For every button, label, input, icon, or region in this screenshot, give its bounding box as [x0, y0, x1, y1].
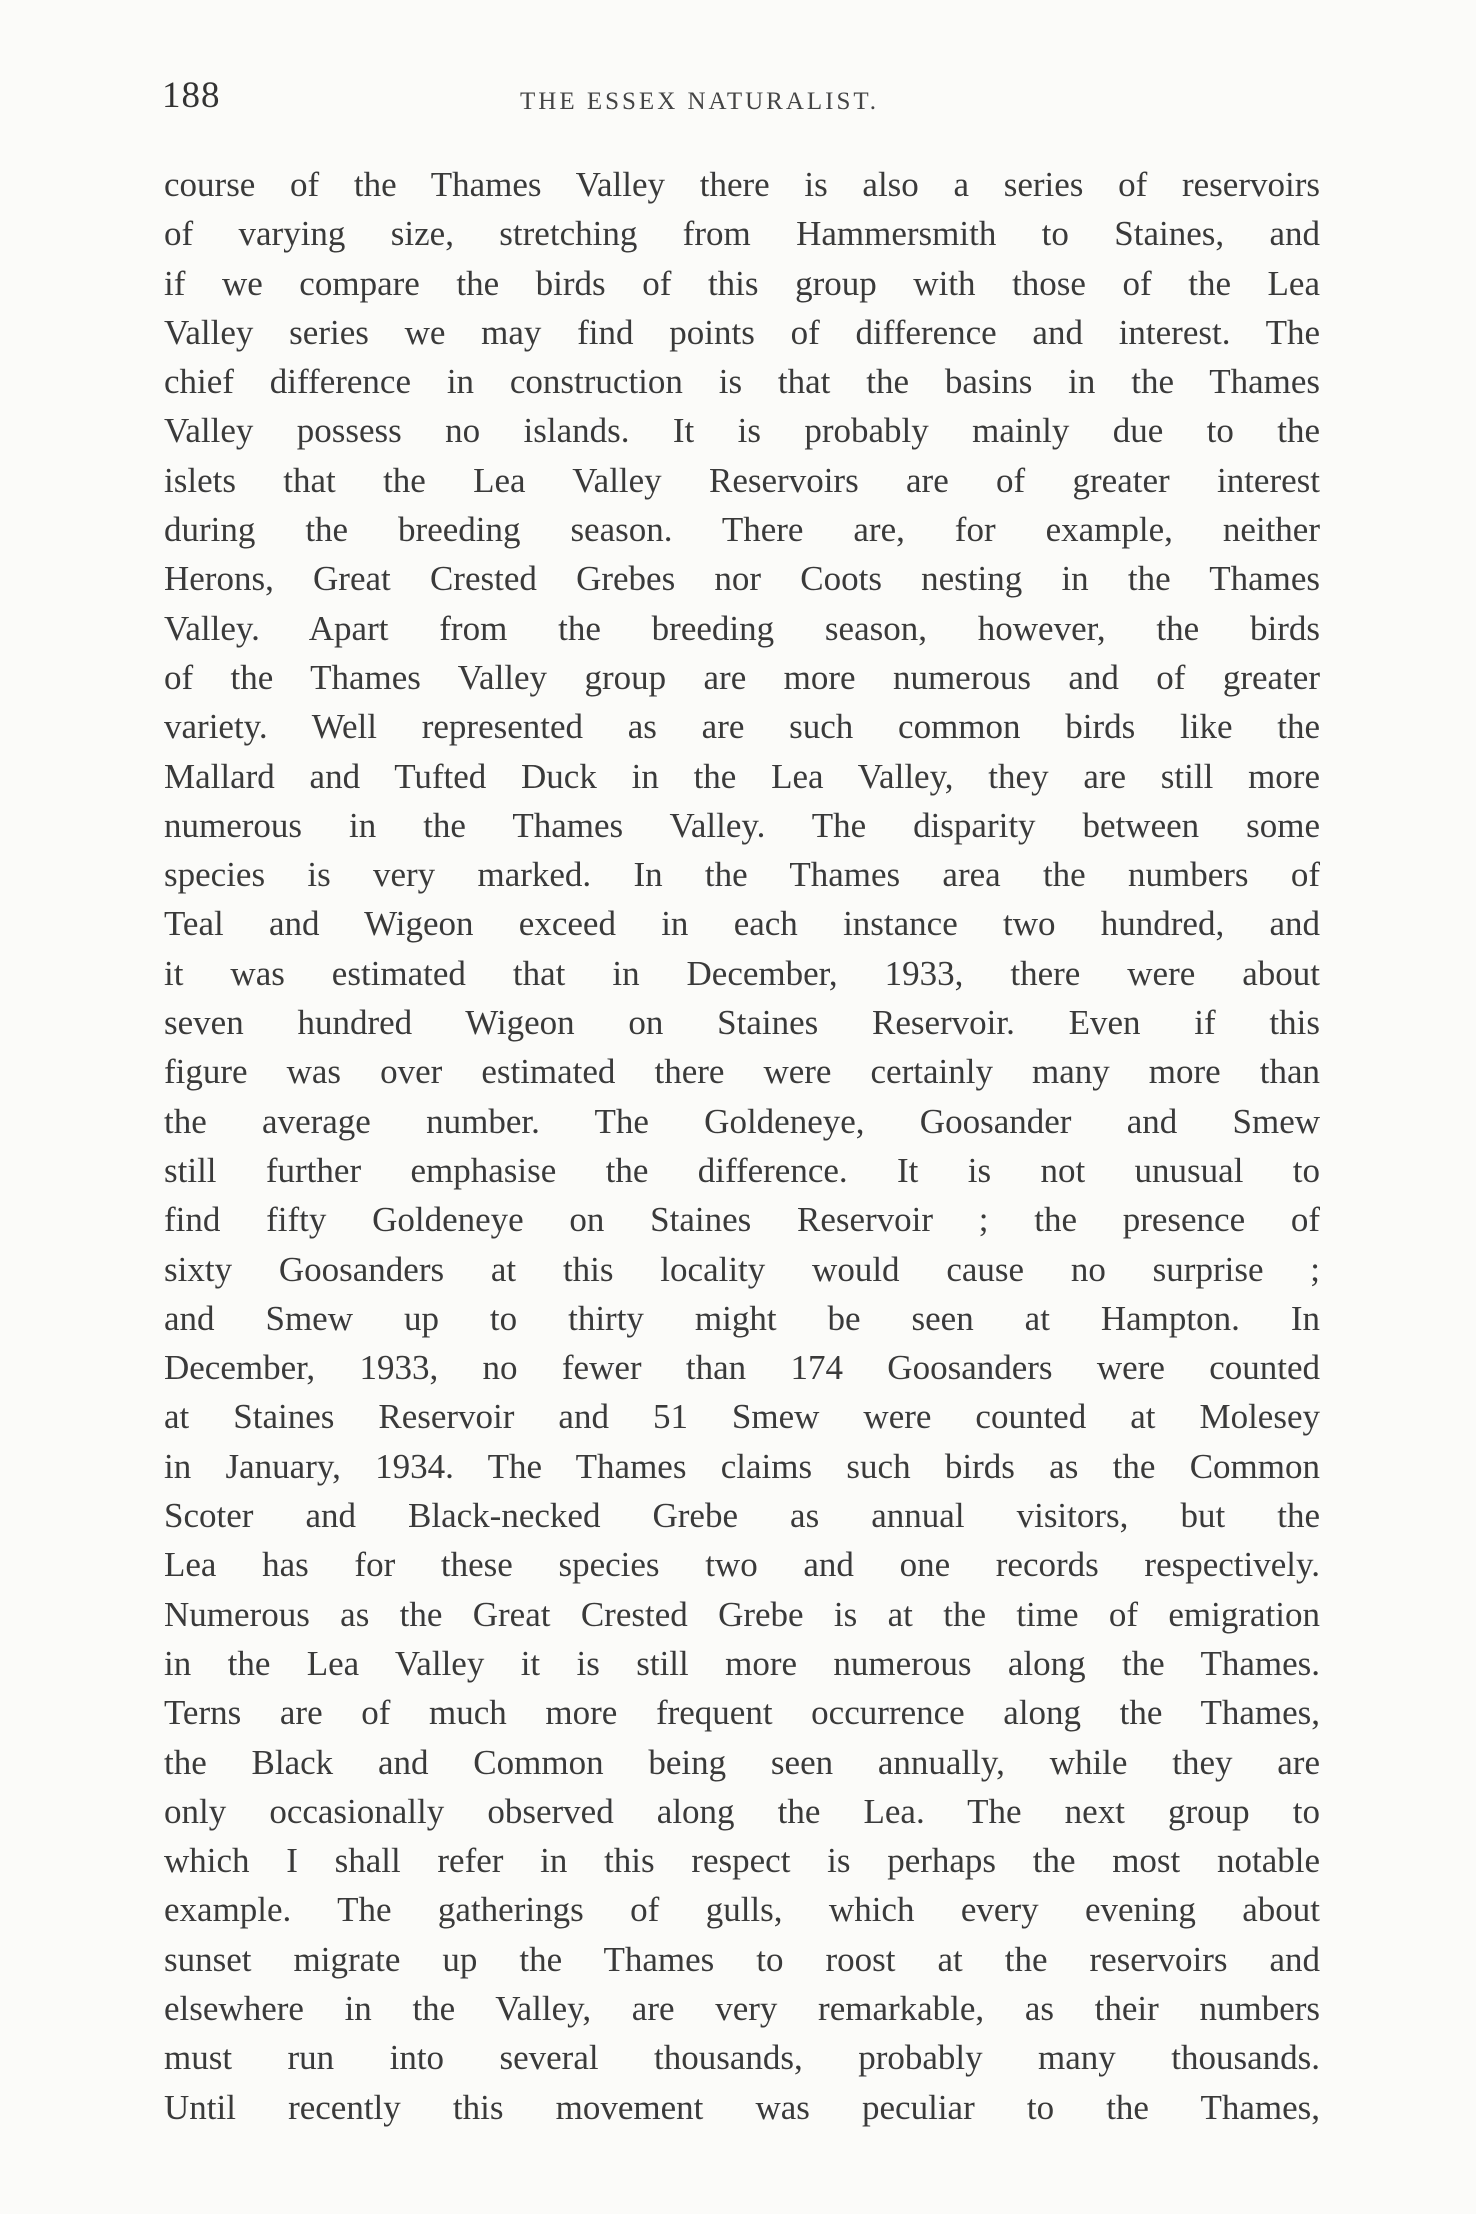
text-line: Terns are of much more frequent occurrence along the Thames, — [164, 1693, 1320, 1733]
text-line: numerous in the Thames Valley. The disparity between some — [164, 805, 1320, 845]
body-text — [164, 160, 1320, 2132]
text-line: in January, 1934. The Thames claims such birds as the Common — [164, 1446, 1320, 1486]
text-line: Numerous as the Great Crested Grebe is at the time of emigration — [164, 1594, 1320, 1634]
text-line: variety. Well represented as are such common birds like the — [164, 707, 1320, 747]
text-line: and Smew up to thirty might be seen at Hampton. In — [164, 1298, 1320, 1338]
text-line: at Staines Reservoir and 51 Smew were counted at Molesey — [164, 1397, 1320, 1437]
text-line: Valley possess no islands. It is probably mainly due to the — [164, 411, 1320, 451]
text-line: of varying size, stretching from Hammersmith to Staines, and — [164, 214, 1320, 254]
text-line: species is very marked. In the Thames area the numbers of — [164, 855, 1320, 895]
text-line: of the Thames Valley group are more numerous and of greater — [164, 657, 1320, 697]
text-line: Scoter and Black-necked Grebe as annual visitors, but the — [164, 1496, 1320, 1536]
text-line: Valley series we may find points of difference and interest. The — [164, 312, 1320, 352]
text-line: chief difference in construction is that the basins in the Thames — [164, 362, 1320, 402]
text-line: Valley. Apart from the breeding season, however, the birds — [164, 608, 1320, 648]
text-line: Until recently this movement was peculiar to the Thames, — [164, 2087, 1320, 2127]
text-line: still further emphasise the difference. It is not unusual to — [164, 1150, 1320, 1190]
text-line: the Black and Common being seen annually, while they are — [164, 1742, 1320, 1782]
text-line: if we compare the birds of this group with those of the Lea — [164, 263, 1320, 303]
text-line: example. The gatherings of gulls, which every evening about — [164, 1890, 1320, 1930]
text-line: figure was over estimated there were certainly many more than — [164, 1052, 1320, 1092]
text-line: Mallard and Tufted Duck in the Lea Valley, they are still more — [164, 756, 1320, 796]
text-line: find fifty Goldeneye on Staines Reservoir ; the presence of — [164, 1200, 1320, 1240]
text-line: it was estimated that in December, 1933, there were about — [164, 953, 1320, 993]
text-line: in the Lea Valley it is still more numerous along the Thames. — [164, 1643, 1320, 1683]
text-line: Herons, Great Crested Grebes nor Coots nesting in the Thames — [164, 559, 1320, 599]
text-line: only occasionally observed along the Lea. The next group to — [164, 1791, 1320, 1831]
text-line: sixty Goosanders at this locality would cause no surprise ; — [164, 1249, 1320, 1289]
text-line: course of the Thames Valley there is also a series of reservoirs — [164, 165, 1320, 204]
running-head: THE ESSEX NATURALIST. — [520, 88, 880, 115]
text-line: the average number. The Goldeneye, Goosander and Smew — [164, 1101, 1320, 1141]
text-line: Lea has for these species two and one records respectively. — [164, 1545, 1320, 1585]
text-line: December, 1933, no fewer than 174 Goosanders were counted — [164, 1348, 1320, 1388]
text-line: seven hundred Wigeon on Staines Reservoir. Even if this — [164, 1003, 1320, 1043]
text-line: islets that the Lea Valley Reservoirs are of greater interest — [164, 460, 1320, 500]
text-line: during the breeding season. There are, for example, neither — [164, 510, 1320, 550]
text-line: elsewhere in the Valley, are very remarkable, as their numbers — [164, 1988, 1320, 2028]
text-line: Teal and Wigeon exceed in each instance two hundred, and — [164, 904, 1320, 944]
text-line: sunset migrate up the Thames to roost at the reservoirs and — [164, 1939, 1320, 1979]
text-line: which I shall refer in this respect is perhaps the most notable — [164, 1841, 1320, 1881]
text-line: must run into several thousands, probably many thousands. — [164, 2038, 1320, 2078]
page-number: 188 — [162, 75, 221, 116]
